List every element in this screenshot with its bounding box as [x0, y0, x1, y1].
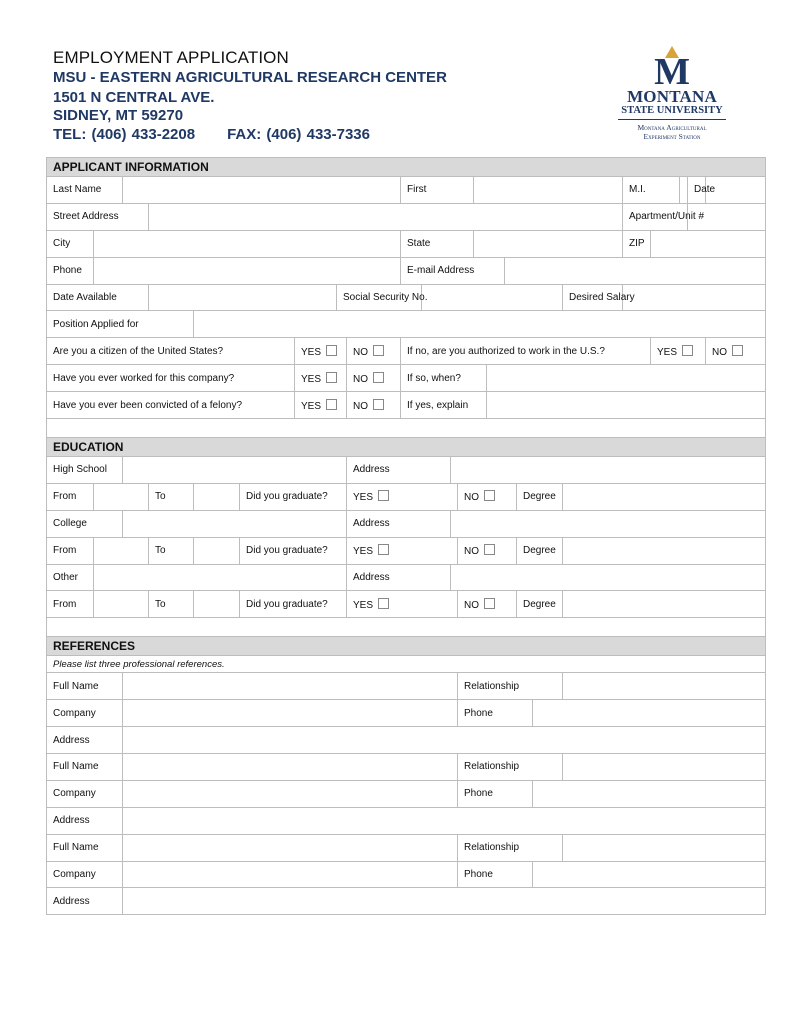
section-education: EDUCATION — [47, 438, 766, 457]
ref1-phone-field[interactable] — [533, 700, 766, 727]
ref2-phone-label: Phone — [458, 780, 533, 807]
college-graduate-no[interactable] — [458, 537, 517, 564]
felony-no[interactable] — [347, 392, 401, 419]
ref3-address-label: Address — [47, 888, 123, 915]
ref1-name-field[interactable] — [123, 673, 458, 700]
ref3-phone-label: Phone — [458, 861, 533, 888]
high-school-field[interactable] — [123, 457, 347, 484]
worked-question: Have you ever worked for this company? — [47, 365, 295, 392]
checkbox-icon[interactable] — [373, 345, 384, 356]
checkbox-icon[interactable] — [484, 598, 495, 609]
yes-label: YES — [353, 546, 374, 558]
email-field[interactable] — [505, 257, 766, 284]
ssn-label: Social Security No. — [337, 284, 422, 311]
ref1-phone-label: Phone — [458, 700, 533, 727]
other-degree-label: Degree — [517, 591, 563, 618]
worked-when-field[interactable] — [487, 365, 766, 392]
ref2-company-field[interactable] — [123, 780, 458, 807]
checkbox-icon[interactable] — [373, 372, 384, 383]
spacer-row — [47, 419, 766, 438]
phone-field[interactable] — [94, 257, 401, 284]
email-label: E-mail Address — [401, 257, 505, 284]
logo-line-3: Montana Agricultural — [637, 123, 707, 132]
college-from-label: From — [47, 537, 94, 564]
other-to-label: To — [149, 591, 194, 618]
first-name-label: First — [401, 177, 474, 204]
form-title: EMPLOYMENT APPLICATION — [53, 48, 289, 67]
state-field[interactable] — [474, 230, 623, 257]
yes-label: YES — [353, 492, 374, 504]
yes-label: YES — [657, 346, 678, 358]
college-to-field[interactable] — [194, 537, 240, 564]
citizen-no[interactable] — [347, 338, 401, 365]
ref3-company-field[interactable] — [123, 861, 458, 888]
other-from-label: From — [47, 591, 94, 618]
zip-field[interactable] — [651, 230, 766, 257]
college-field[interactable] — [123, 510, 347, 537]
ref3-relationship-field[interactable] — [563, 834, 766, 861]
yes-label: YES — [301, 373, 322, 385]
other-graduate-question: Did you graduate? — [240, 591, 347, 618]
desired-salary-label: Desired Salary — [563, 284, 623, 311]
no-label: NO — [353, 373, 368, 385]
worked-when-label: If so, when? — [401, 365, 487, 392]
org-fax: FAX: (406) 433-7336 — [227, 126, 370, 143]
ref3-name-field[interactable] — [123, 834, 458, 861]
yes-label: YES — [301, 346, 322, 358]
desired-salary-field[interactable] — [623, 284, 766, 311]
zip-label: ZIP — [623, 230, 651, 257]
felony-explain-label: If yes, explain — [401, 392, 487, 419]
ref1-company-field[interactable] — [123, 700, 458, 727]
authorized-no[interactable] — [706, 338, 766, 365]
no-label: NO — [464, 599, 479, 611]
section-references: REFERENCES — [47, 637, 766, 656]
high-school-address-label: Address — [347, 457, 451, 484]
checkbox-icon[interactable] — [484, 544, 495, 555]
checkbox-icon[interactable] — [326, 399, 337, 410]
college-degree-field[interactable] — [563, 537, 766, 564]
other-address-label: Address — [347, 564, 451, 591]
last-name-field[interactable] — [123, 177, 401, 204]
mi-label: M.I. — [623, 177, 680, 204]
ref2-name-field[interactable] — [123, 754, 458, 781]
ref2-name-label: Full Name — [47, 754, 123, 781]
ref3-relationship-label: Relationship — [458, 834, 563, 861]
ref2-address-field[interactable] — [123, 807, 766, 834]
date-available-label: Date Available — [47, 284, 149, 311]
ref3-address-field[interactable] — [123, 888, 766, 915]
no-label: NO — [353, 400, 368, 412]
other-graduate-no[interactable] — [458, 591, 517, 618]
org-contact — [53, 126, 370, 143]
org-city: SIDNEY, MT 59270 — [53, 107, 184, 124]
org-name: MSU - EASTERN AGRICULTURAL RESEARCH CENTER — [53, 69, 447, 86]
checkbox-icon[interactable] — [682, 345, 693, 356]
high-school-address-field[interactable] — [451, 457, 766, 484]
other-degree-field[interactable] — [563, 591, 766, 618]
city-field[interactable] — [94, 230, 401, 257]
authorized-question: If no, are you authorized to work in the U.S.? — [401, 338, 651, 365]
logo-line-1: MONTANA — [627, 87, 717, 106]
section-applicant: APPLICANT INFORMATION — [47, 158, 766, 177]
state-label: State — [401, 230, 474, 257]
citizen-question: Are you a citizen of the United States? — [47, 338, 295, 365]
hs-degree-field[interactable] — [563, 483, 766, 510]
position-label: Position Applied for — [47, 311, 194, 338]
ref1-address-field[interactable] — [123, 727, 766, 754]
checkbox-icon[interactable] — [326, 345, 337, 356]
ref3-phone-field[interactable] — [533, 861, 766, 888]
other-graduate-yes[interactable] — [347, 591, 458, 618]
ref2-relationship-label: Relationship — [458, 754, 563, 781]
ref2-company-label: Company — [47, 780, 123, 807]
college-degree-label: Degree — [517, 537, 563, 564]
street-address-label: Street Address — [47, 203, 149, 230]
checkbox-icon[interactable] — [326, 372, 337, 383]
college-from-field[interactable] — [94, 537, 149, 564]
worked-no[interactable] — [347, 365, 401, 392]
hs-graduate-question: Did you graduate? — [240, 483, 347, 510]
ref2-phone-field[interactable] — [533, 780, 766, 807]
application-form — [46, 157, 766, 915]
references-note: Please list three professional references. — [47, 656, 766, 673]
ssn-field[interactable] — [422, 284, 563, 311]
yes-label: YES — [301, 400, 322, 412]
college-address-field[interactable] — [451, 510, 766, 537]
checkbox-icon[interactable] — [378, 598, 389, 609]
no-label: NO — [712, 346, 727, 358]
logo-line-2: STATE UNIVERSITY — [618, 105, 726, 120]
apartment-label: Apartment/Unit # — [623, 203, 688, 230]
checkbox-icon[interactable] — [732, 345, 743, 356]
ref1-company-label: Company — [47, 700, 123, 727]
org-tel: TEL: (406) 433-2208 — [53, 126, 196, 143]
college-address-label: Address — [347, 510, 451, 537]
ref1-relationship-label: Relationship — [458, 673, 563, 700]
high-school-label: High School — [47, 457, 123, 484]
felony-explain-field[interactable] — [487, 392, 766, 419]
position-field[interactable] — [194, 311, 766, 338]
college-label: College — [47, 510, 123, 537]
other-from-field[interactable] — [94, 591, 149, 618]
logo-mark: M — [654, 51, 690, 93]
street-address-field[interactable] — [149, 203, 623, 230]
no-label: NO — [353, 346, 368, 358]
hs-graduate-yes[interactable] — [347, 483, 458, 510]
hs-from-field[interactable] — [94, 483, 149, 510]
phone-label: Phone — [47, 257, 94, 284]
yes-label: YES — [353, 599, 374, 611]
felony-yes[interactable] — [295, 392, 347, 419]
ref3-company-label: Company — [47, 861, 123, 888]
ref3-name-label: Full Name — [47, 834, 123, 861]
checkbox-icon[interactable] — [484, 490, 495, 501]
other-to-field[interactable] — [194, 591, 240, 618]
first-name-field[interactable] — [474, 177, 623, 204]
hs-to-field[interactable] — [194, 483, 240, 510]
citizen-yes[interactable] — [295, 338, 347, 365]
worked-yes[interactable] — [295, 365, 347, 392]
city-label: City — [47, 230, 94, 257]
hs-graduate-no[interactable] — [458, 483, 517, 510]
org-street: 1501 N CENTRAL AVE. — [53, 89, 215, 106]
no-label: NO — [464, 546, 479, 558]
ref1-address-label: Address — [47, 727, 123, 754]
ref2-address-label: Address — [47, 807, 123, 834]
logo-line-4: Experiment Station — [643, 132, 701, 141]
college-to-label: To — [149, 537, 194, 564]
date-available-field[interactable] — [149, 284, 337, 311]
felony-question: Have you ever been convicted of a felony? — [47, 392, 295, 419]
other-label: Other — [47, 564, 94, 591]
mi-field[interactable] — [680, 177, 688, 204]
checkbox-icon[interactable] — [373, 399, 384, 410]
ref2-relationship-field[interactable] — [563, 754, 766, 781]
date-label: Date — [688, 177, 706, 204]
ref1-name-label: Full Name — [47, 673, 123, 700]
hs-to-label: To — [149, 483, 194, 510]
spacer-row — [47, 618, 766, 637]
college-graduate-question: Did you graduate? — [240, 537, 347, 564]
hs-degree-label: Degree — [517, 483, 563, 510]
other-field[interactable] — [94, 564, 347, 591]
checkbox-icon[interactable] — [378, 544, 389, 555]
last-name-label: Last Name — [47, 177, 123, 204]
other-address-field[interactable] — [451, 564, 766, 591]
checkbox-icon[interactable] — [378, 490, 389, 501]
ref1-relationship-field[interactable] — [563, 673, 766, 700]
no-label: NO — [464, 492, 479, 504]
authorized-yes[interactable] — [651, 338, 706, 365]
hs-from-label: From — [47, 483, 94, 510]
college-graduate-yes[interactable] — [347, 537, 458, 564]
msu-logo — [616, 46, 728, 141]
